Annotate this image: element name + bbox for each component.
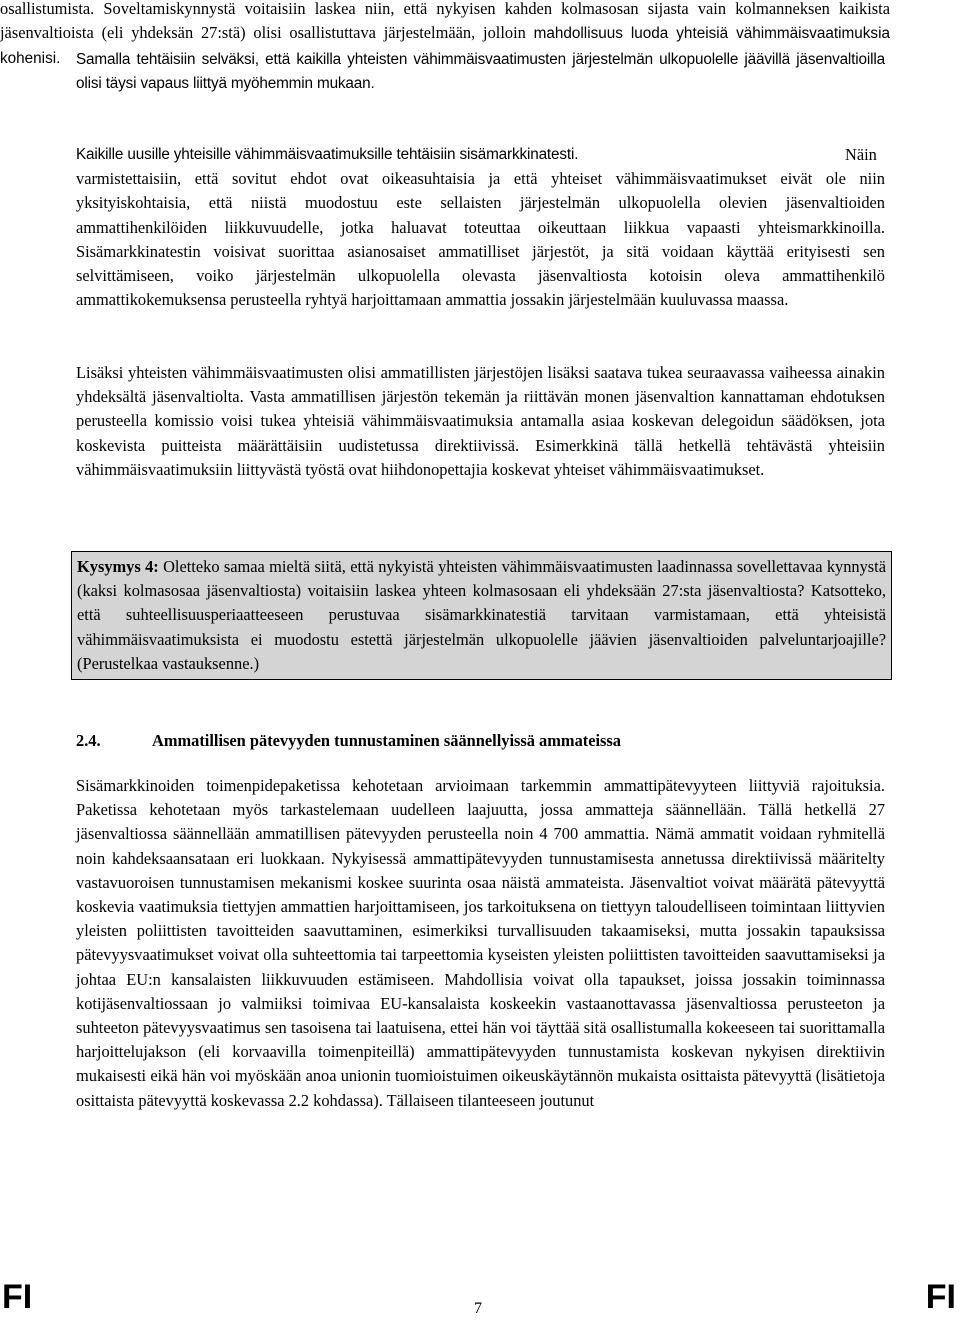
paragraph-regulated-professions: Sisämarkkinoiden toimenpidepaketissa kehotetaan arvioimaan tarkemmin ammattipätevyyteen liittyviä rajoituksia. Paketissa kehotetaan myös tarkastelemaan uudelleen laajuutta, jossa ammatteja säännellään. Tällä hetkellä 27 jäsenvaltiossa säännellään ammatillisen pätevyyden perusteella noin 4 700 ammattia. Nämä ammatit voidaan ryhmitellä noin kahdeksaansataan eri luokkaan. Nykyisessä ammattipätevyyden tunnustamisesta annetussa direktiivissä määritelty vastavuoroisen tunnustamisen mekanismi koskee suurinta osaa näistä ammateista. Jäsenvaltiot voivat määrätä pätevyyttä koskevia vaatimuksia tiettyjen ammattien harjoittamiseen, jos tarkoituksena on tiettyyn taloudelliseen toimintaan liittyvien yleisten poliittisten tavoitteiden saavuttaminen, esimerkiksi turvallisuuden takaamiseksi, mutta jossakin tapauksissa pätevyysvaatimukset voivat olla suhteettomia tai tarpeettomia kyseisten yleisten poliittisten tavoitteiden saavuttamiseksi ja johtaa EU:n kansalaisten liikkuvuuden estämiseen. Mahdollisia voivat olla tapaukset, joissa jossakin toiminnassa kotijäsenvaltiossaan jo valmiiksi toimivaa EU-kansalaista koskeekin vastaanottavassa jäsenvaltiossa perusteeton ja suhteeton pätevyysvaatimus sen tasoisena tai laatuisena, ettei hän voi täyttää sitä osallistumalla kokeeseen tai suorittamalla harjoittelujakson (eli korvaavilla toimenpiteillä) ammattipätevyyden tunnustamista koskevan nykyisen direktiivin mukaisesti eikä hän voi myöskään anoa unionin tuomioistuimen oikeuskäytännön mukaista osittaista pätevyyttä (lisätietoja osittaista pätevyyttä koskevassa 2.2 kohdassa). Tällaiseen tilanteeseen joutunut xyxy=(76,776,885,1110)
section-title: Ammatillisen pätevyyden tunnustaminen säännellyissä ammateissa xyxy=(152,731,621,750)
question-text: Oletteko samaa mieltä siitä, että nykyistä yhteisten vähimmäisvaatimusten laadinnassa sovellettavaa kynnystä (kaksi kolmasosaa jäsenvaltiosta) voitaisiin laskea yhteen kolmasosaan eli yhdeksään 27:sta jäsenvaltiosta? Katsotteko, että suhteellisuusperiaatteeseen perustuvaa sisämarkkinatestiä tarvitaan varmistamaan, että yhteisistä vähimmäisvaatimuksista ei muodostu estettä järjestelmän ulkopuolelle jäävien jäsenvaltioiden palveluntarjoajille? (Perustelkaa vastauksenne.) xyxy=(77,557,887,673)
footer-language-left: FI xyxy=(2,1278,33,1316)
question-box xyxy=(71,551,892,680)
page-number: 7 xyxy=(474,1300,482,1317)
paragraph-member-state-support: Lisäksi yhteisten vähimmäisvaatimusten olisi ammatillisten järjestöjen lisäksi saatava tukea seuraavassa vaiheessa ainakin yhdeksältä jäsenvaltiolta. Vasta ammatillisen järjestön tekemän ja riittävän monen jäsenvaltion kannattaman ehdotuksen perusteella komissio voisi tukea yhteisiä vähimmäisvaatimuksia antamalla asiaa koskevan delegoidun säädöksen, jota koskevista puitteista määrättäisiin uudistetussa direktiivissä. Esimerkkinä tällä hetkellä tehtävästä yhteisiin vähimmäisvaatimuksiin liittyvästä työstä ovat hiihdonopettajia koskevat yhteiset vähimmäisvaatimukset. xyxy=(76,363,885,479)
question-label: Kysymys 4: xyxy=(77,557,159,576)
section-number: 2.4. xyxy=(76,731,101,750)
paragraph-threshold-ending: mahdollisuus luoda yhteisiä vähimmäisvaatimuksia kohenisi. xyxy=(0,25,890,68)
paragraph-proportionality: Näin varmistettaisiin, että sovitut ehdot ovat oikeasuhtaisia ja että yhteiset vähimmäisvaatimukset eivät ole niin yksityiskohtaisia, että niistä muodostuu este sellaisten järjestelmän ulkopuolella olevien jäsenvaltioiden ammattihenkilöiden liikkuvuudelle, jotka haluavat toteuttaa oikeuttaan liikkua vapaasti yhteismarkkinoilla. Sisämarkkinatestin voisivat suorittaa asianosaiset ammatilliset järjestöt, ja sitä voidaan käyttää erityisesti sen selvittämiseen, voiko järjestelmän ulkopuolella olevasta jäsenvaltiosta kotoisin oleva ammattihenkilö ammattikokemuksensa perusteella ryhtyä harjoittamaan ammattia jossakin järjestelmään kuuluvassa maassa. xyxy=(76,145,885,310)
paragraph-free-to-join: Samalla tehtäisiin selväksi, että kaikilla yhteisten vähimmäisvaatimusten järjestelmän ulkopuolelle jäävillä jäsenvaltioilla olisi täysi vapaus liittyä myöhemmin mukaan. xyxy=(76,51,885,93)
paragraph-internal-market-test: Kaikille uusille yhteisille vähimmäisvaatimuksille tehtäisiin sisämarkkinatesti. xyxy=(76,146,579,163)
paragraph-threshold-text: osallistumista. Soveltamiskynnystä voitaisiin laskea niin, että nykyisen kahden kolmasosan sijasta vain kolmanneksen kaikista jäsenvaltioista (eli yhdeksän 27:stä) olisi osallistuttava järjestelmään, jolloin xyxy=(0,0,890,43)
footer-language-right: FI xyxy=(925,1278,956,1316)
